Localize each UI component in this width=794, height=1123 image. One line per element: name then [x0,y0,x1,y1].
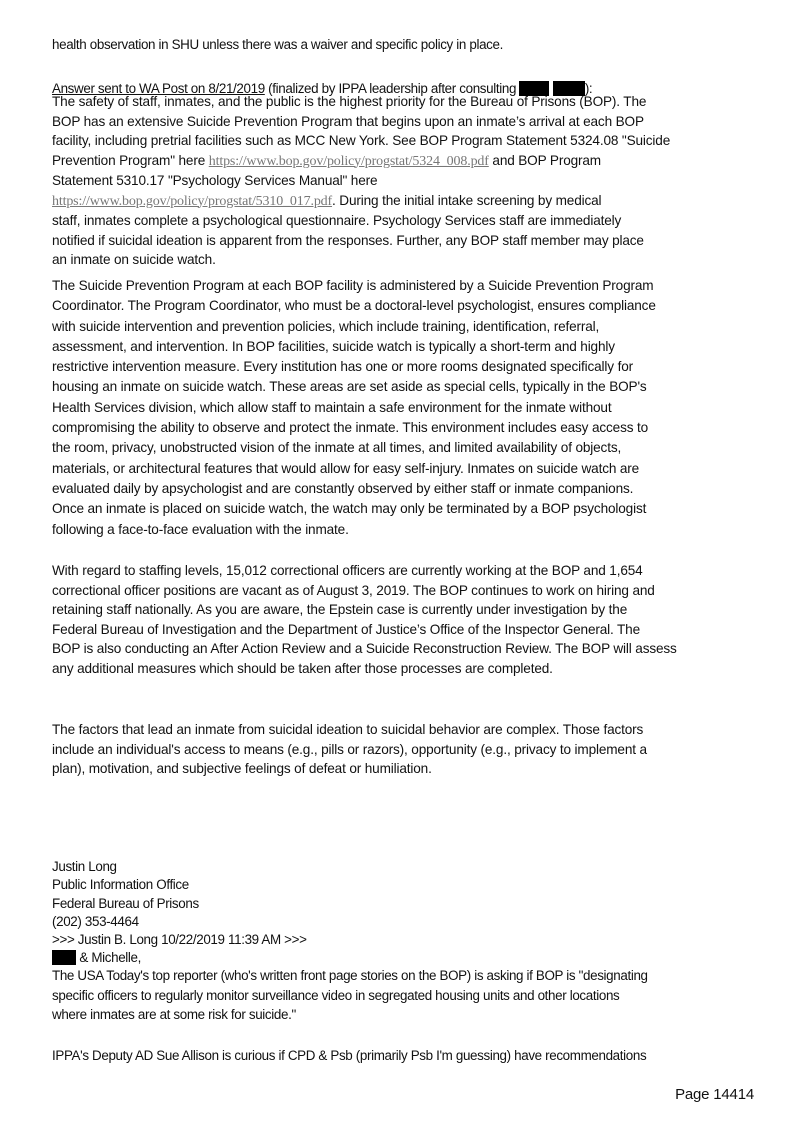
text-line: Federal Bureau of Investigation and the Department of Justice’s Office of the Inspector General. The [52,621,641,637]
text-line: the room, privacy, unobstructed vision of the inmate at all times, and limited availability of objects, [52,440,622,456]
text-line: The Suicide Prevention Program at each BOP facility is administered by a Suicide Prevention Program [52,278,654,293]
paragraph-staffing [52,561,677,678]
text-line: housing an inmate on suicide watch. These areas are set aside as special cells, typically in the BOP's [52,379,647,395]
text: Prevention Program" here [52,152,209,168]
text-line: evaluated daily by apsychologist and are constantly observed by either staff or inmate companions. [52,480,634,496]
text-line: where inmates are at some risk for suicide." [52,1007,296,1022]
paragraph-usa-today [52,966,648,1025]
text-line: facility, including pretrial facilities such as MCC New York. See BOP Program Statement 5324.08 "Suicide [52,133,671,148]
text-line: BOP has an extensive Suicide Prevention Program that begins upon an inmate’s arrival at each BOP [52,113,644,129]
text-line: compromising the ability to observe and protect the inmate. This environment includes easy access to [52,420,649,436]
link-psychology-services-manual[interactable]: https://www.bop.gov/policy/progstat/5310_017.pdf [52,193,333,209]
signature-office: Public Information Office [52,877,189,893]
text-line: BOP is also conducting an After Action Review and a Suicide Reconstruction Review. The BOP will assess [52,641,677,656]
paragraph-safety [52,92,670,270]
paragraph-factors [52,720,647,779]
redaction-box [52,950,76,965]
text: . During the initial intake screening by medical [332,192,602,208]
text-line: any additional measures which should be taken after those processes are completed. [52,660,553,676]
text-line: Once an inmate is placed on suicide watch, the watch may only be terminated by a BOP psychologist [52,501,647,517]
top-line: health observation in SHU unless there was a waiver and specific policy in place. [52,37,503,52]
text-line: with suicide intervention and prevention policies, which include training, identification, referral, [52,318,600,334]
answer-heading-close: ): [584,81,593,96]
text-line [52,151,670,172]
text-line: The safety of staff, inmates, and the public is the highest priority for the Bureau of Prisons (BOP). The [52,94,647,109]
text-line: Health Services division, which allow staff to maintain a safe environment for the inmate without [52,399,612,415]
signature-name: Justin Long [52,859,117,874]
signature-agency: Federal Bureau of Prisons [52,895,199,911]
text-line: an inmate on suicide watch. [52,252,216,267]
text-line: specific officers to regularly monitor surveillance video in segregated housing units and other locations [52,987,620,1003]
signature-block [52,858,307,968]
text-line: retaining staff nationally. As you are aware, the Epstein case is currently under investigation by the [52,602,628,617]
cut-off-line: IPPA's Deputy AD Sue Allison is curious if CPD & Psb (primarily Psb I'm guessing) have recommendations [52,1048,647,1063]
link-suicide-prevention-program[interactable]: https://www.bop.gov/policy/progstat/5324_008.pdf [208,153,489,169]
text-line: include an individual's access to means (e.g., pills or razors), opportunity (e.g., privacy to implement a [52,741,647,757]
paragraph-suicide-prevention [52,276,656,540]
text-line: notified if suicidal ideation is apparent from the responses. Further, any BOP staff member may place [52,232,644,248]
text-line: With regard to staffing levels, 15,012 correctional officers are currently working at the BOP and 1,654 [52,563,643,578]
text-line: correctional officer positions are vacant as of August 3, 2019. The BOP continues to work on hiring and [52,582,655,598]
answer-heading-underlined: Answer sent to WA Post on 8/21/2019 [52,81,265,96]
text-line: Coordinator. The Program Coordinator, who must be a doctoral-level psychologist, ensures compliance [52,298,656,314]
text: and BOP Program [488,152,601,168]
text-line: The factors that lead an inmate from suicidal ideation to suicidal behavior are complex. Those factors [52,722,644,737]
text-line: staff, inmates complete a psychological questionnaire. Psychology Services staff are immediately [52,213,622,228]
page-number: Page 14414 [675,1086,754,1103]
signature-phone: (202) 353-4464 [52,913,139,929]
text-line: following a face-to-face evaluation with the inmate. [52,521,349,537]
text-line: assessment, and intervention. In BOP facilities, suicide watch is typically a short-term and highly [52,338,615,354]
text-line: restrictive intervention measure. Every institution has one or more rooms designated specifically for [52,359,633,375]
answer-heading-rest: (finalized by IPPA leadership after consulting [264,81,520,96]
text-line: plan), motivation, and subjective feelings of defeat or humiliation. [52,761,432,776]
greeting-text: & Michelle, [76,950,142,966]
text-line: Statement 5310.17 "Psychology Services Manual" here [52,173,378,188]
text-line: The USA Today's top reporter (who's written front page stories on the BOP) is asking if BOP is "designating [52,968,648,983]
forward-header: >>> Justin B. Long 10/22/2019 11:39 AM >>> [52,932,307,948]
text-line [52,191,670,212]
text-line: materials, or architectural features that would allow for easy self-injury. Inmates on suicide watch are [52,460,640,476]
